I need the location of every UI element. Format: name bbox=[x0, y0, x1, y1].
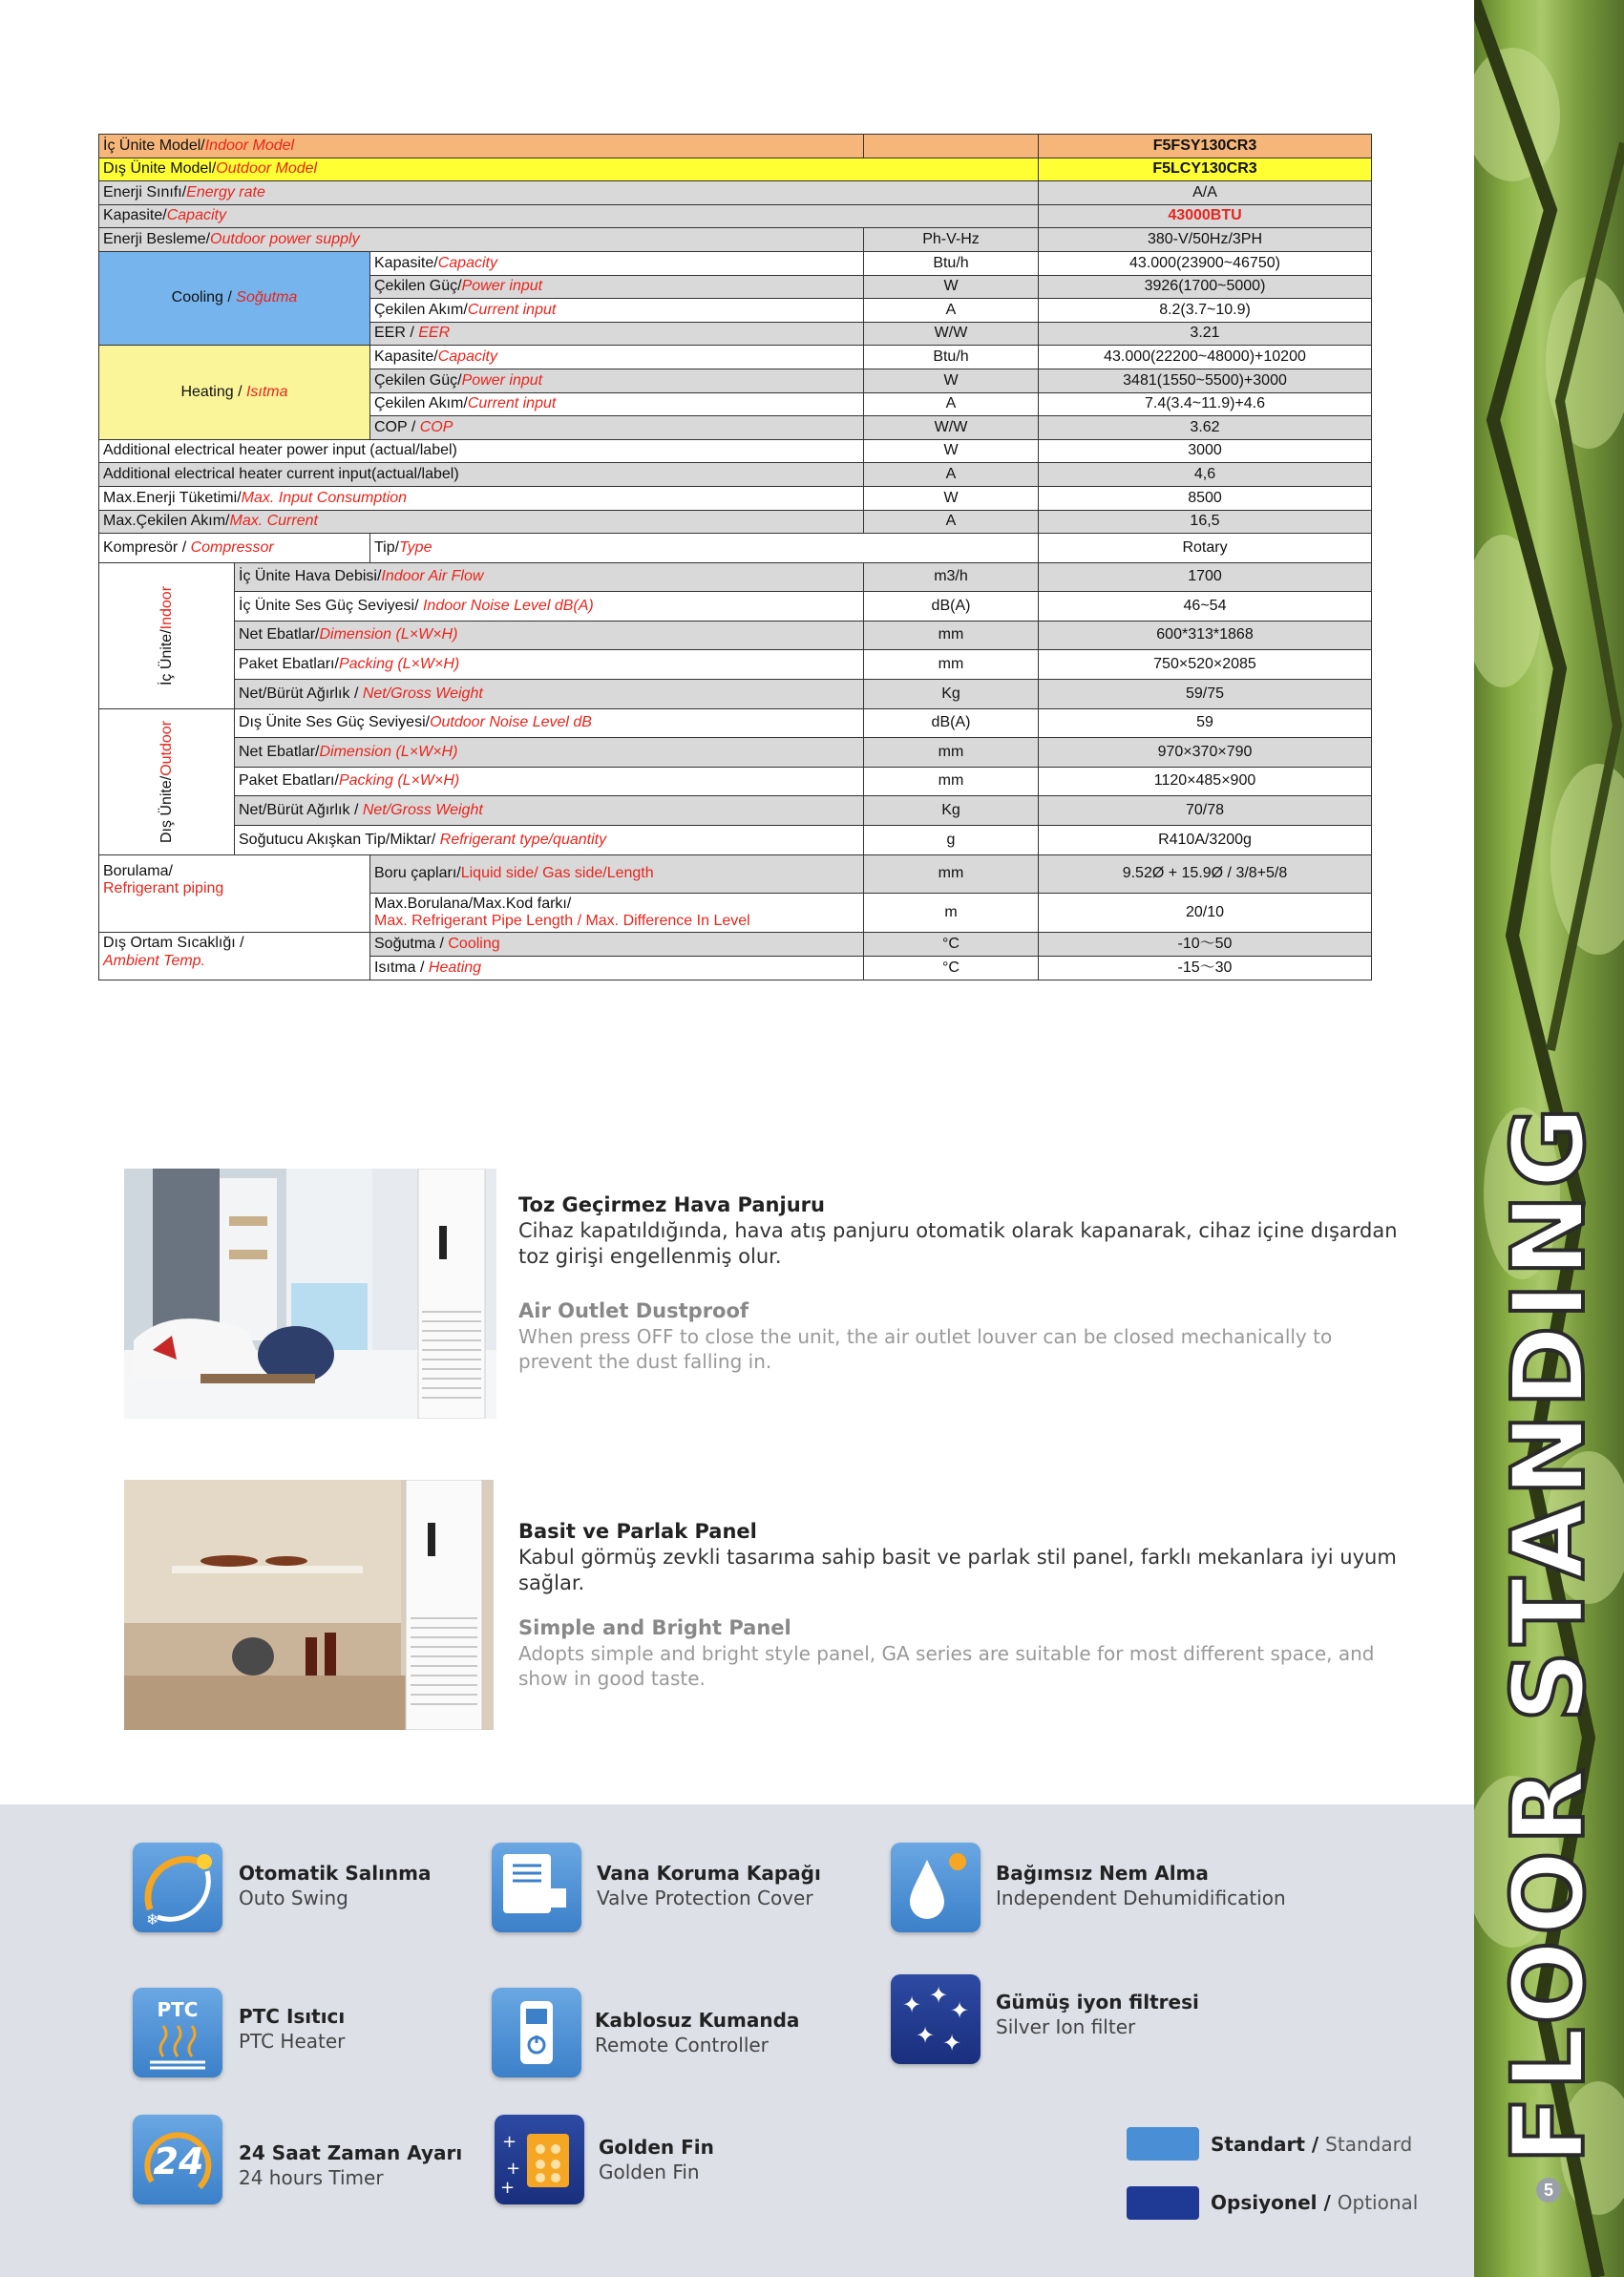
spec-row-indoor-weight: Net/Bürüt Ağırlık / Net/Gross Weight Kg 59/75 bbox=[99, 680, 1372, 709]
page-number: 5 bbox=[1536, 2178, 1561, 2203]
swing-icon bbox=[133, 1843, 222, 1932]
ptc-heater-icon bbox=[133, 1988, 222, 2077]
dehumidify-icon bbox=[891, 1843, 981, 1932]
svg-text:PTC: PTC bbox=[157, 1998, 199, 2021]
svg-text:✦: ✦ bbox=[916, 2022, 936, 2049]
svg-text:✦: ✦ bbox=[929, 1982, 949, 2009]
interior-shelf-photo bbox=[124, 1480, 494, 1730]
legend-standard-swatch bbox=[1127, 2127, 1199, 2161]
page-title: FLOOR STANDING bbox=[1490, 1101, 1607, 2164]
feature-description-en: When press OFF to close the unit, the air outlet louver can be closed mechanically to prevent the dust falling in. bbox=[518, 1324, 1333, 1373]
svg-text:+: + bbox=[500, 2178, 516, 2198]
feature-golden-fin: Golden Fin Golden Fin bbox=[599, 2136, 714, 2183]
spec-row-heating-cop: COP / COP W/W 3.62 bbox=[99, 416, 1372, 440]
spec-row-indoor-model: İç Ünite Model/Indoor Model F5FSY130CR3 bbox=[99, 135, 1372, 158]
feature-description: Cihaz kapatıldığında, hava atış panjuru otomatik olarak kapanarak, cihaz içine dışardan toz girişi engellenmiş olur. bbox=[518, 1219, 1398, 1269]
feature-remote-controller: Kablosuz Kumanda Remote Controller bbox=[595, 2009, 800, 2056]
spec-row-cooling-eer: EER / EER W/W 3.21 bbox=[99, 322, 1372, 346]
valve-cover-icon bbox=[492, 1843, 581, 1932]
spec-row-indoor-noise: İç Ünite Ses Güç Seviyesi/ Indoor Noise Level dB(A) dB(A) 46~54 bbox=[99, 592, 1372, 622]
feature-title: Toz Geçirmez Hava Panjuru bbox=[518, 1193, 825, 1216]
silver-ion-icon bbox=[891, 1974, 981, 2064]
spec-row-cooling-current: Çekilen Akım/Current input A 8.2(3.7~10.9) bbox=[99, 299, 1372, 323]
spec-row-refrigerant: Soğutucu Akışkan Tip/Miktar/ Refrigerant type/quantity g R410A/3200g bbox=[99, 826, 1372, 855]
spec-row-max-consumption: Max.Enerji Tüketimi/Max. Input Consumption W 8500 bbox=[99, 486, 1372, 510]
spec-table bbox=[98, 134, 1372, 980]
spec-row-piping-size: Borulama/ Refrigerant piping Boru çapları/Liquid side/ Gas side/Length mm 9.52Ø + 15.9Ø / 3/8+5/8 bbox=[99, 854, 1372, 893]
feature-valve-cover: Vana Koruma Kapağı Valve Protection Cover bbox=[597, 1862, 821, 1909]
spec-row-heating-current: Çekilen Akım/Current input A 7.4(3.4~11.9)+4.6 bbox=[99, 392, 1372, 416]
feature-24h-timer: 24 Saat Zaman Ayarı 24 hours Timer bbox=[239, 2141, 463, 2189]
spec-row-heater-current: Additional electrical heater current input(actual/label) A 4,6 bbox=[99, 463, 1372, 487]
spec-row-outdoor-weight: Net/Bürüt Ağırlık / Net/Gross Weight Kg 70/78 bbox=[99, 796, 1372, 826]
spec-row-ambient-cooling: Dış Ortam Sıcaklığı / Ambient Temp. Soğutma / Cooling °C -10～50 bbox=[99, 933, 1372, 957]
feature-title: Basit ve Parlak Panel bbox=[518, 1520, 757, 1543]
spec-row-max-current: Max.Çekilen Akım/Max. Current A 16,5 bbox=[99, 510, 1372, 534]
spec-row-capacity: Kapasite/Capacity 43000BTU bbox=[99, 204, 1372, 228]
spec-row-compressor: Kompresör / Compressor Tip/Type Rotary bbox=[99, 534, 1372, 563]
feature-ptc-heater: PTC Isıtıcı PTC Heater bbox=[239, 2005, 346, 2053]
legend-standard: Standart / Standard bbox=[1211, 2133, 1413, 2156]
spec-row-heating-capacity: Heating / Isıtma Kapasite/Capacity Btu/h 43.000(22200~48000)+10200 bbox=[99, 346, 1372, 369]
feature-description: Kabul görmüş zevkli tasarıma sahip basit ve parlak stil panel, farklı mekanlara iyi uyum sağlar. bbox=[518, 1546, 1397, 1595]
svg-text:✦: ✦ bbox=[942, 2030, 962, 2056]
legend-optional-swatch bbox=[1127, 2186, 1199, 2220]
svg-text:❄: ❄ bbox=[146, 1910, 159, 1929]
indoor-side-label: İç Ünite/Indoor bbox=[99, 562, 235, 708]
feature-dustproof bbox=[518, 1193, 1406, 1374]
spec-row-indoor-dimension: Net Ebatlar/Dimension (L×W×H) mm 600*313*1868 bbox=[99, 621, 1372, 650]
feature-title-en: Air Outlet Dustproof bbox=[518, 1298, 749, 1322]
svg-text:+: + bbox=[506, 2159, 521, 2179]
outdoor-model-value: F5LCY130CR3 bbox=[1039, 158, 1372, 181]
living-room-photo bbox=[124, 1169, 496, 1419]
svg-text:24: 24 bbox=[153, 2140, 204, 2182]
spec-row-heater-power: Additional electrical heater power input (actual/label) W 3000 bbox=[99, 439, 1372, 463]
spec-row-cooling-power: Çekilen Güç/Power input W 3926(1700~5000) bbox=[99, 275, 1372, 299]
legend-optional: Opsiyonel / Optional bbox=[1211, 2191, 1419, 2214]
spec-row-power-supply: Enerji Besleme/Outdoor power supply Ph-V-Hz 380-V/50Hz/3PH bbox=[99, 228, 1372, 252]
svg-text:+: + bbox=[502, 2132, 517, 2152]
ambient-label: Dış Ortam Sıcaklığı / Ambient Temp. bbox=[99, 933, 370, 980]
capacity-value: 43000BTU bbox=[1039, 204, 1372, 228]
spec-row-energy-rate: Enerji Sınıfı/Energy rate A/A bbox=[99, 181, 1372, 205]
feature-silver-ion: Gümüş iyon filtresi Silver Ion filter bbox=[996, 1991, 1199, 2038]
feature-title-en: Simple and Bright Panel bbox=[518, 1615, 791, 1639]
outdoor-side-label: Dış Ünite/Outdoor bbox=[99, 708, 235, 854]
spec-row-outdoor-packing: Paket Ebatları/Packing (L×W×H) mm 1120×485×900 bbox=[99, 767, 1372, 796]
spec-row-outdoor-noise: Dış Ünite/Outdoor Dış Ünite Ses Güç Seviyesi/Outdoor Noise Level dB dB(A) 59 bbox=[99, 708, 1372, 738]
cooling-section-label: Cooling / Soğutma bbox=[99, 251, 370, 345]
svg-text:✦: ✦ bbox=[950, 1997, 970, 2024]
spec-row-outdoor-dimension: Net Ebatlar/Dimension (L×W×H) mm 970×370×790 bbox=[99, 738, 1372, 768]
spec-row-ambient-heating: Isıtma / Heating °C -15～30 bbox=[99, 957, 1372, 980]
spec-row-indoor-packing: Paket Ebatları/Packing (L×W×H) mm 750×520×2085 bbox=[99, 650, 1372, 680]
feature-description-en: Adopts simple and bright style panel, GA series are suitable for most different space, and show in good taste. bbox=[518, 1641, 1375, 1690]
feature-dehumidification: Bağımsız Nem Alma Independent Dehumidification bbox=[996, 1862, 1286, 1909]
feature-auto-swing: Otomatik Salınma Outo Swing bbox=[239, 1862, 432, 1909]
spec-row-piping-length: Max.Borulana/Max.Kod farkı/ Max. Refrigerant Pipe Length / Max. Difference In Level m 20/10 bbox=[99, 893, 1372, 933]
spec-row-heating-power: Çekilen Güç/Power input W 3481(1550~5500)+3000 bbox=[99, 369, 1372, 392]
timer-24-icon bbox=[133, 2115, 222, 2204]
indoor-model-value: F5FSY130CR3 bbox=[1039, 135, 1372, 158]
spec-row-indoor-airflow: İç Ünite/Indoor İç Ünite Hava Debisi/Indoor Air Flow m3/h 1700 bbox=[99, 562, 1372, 592]
svg-text:✦: ✦ bbox=[902, 1992, 922, 2018]
spec-row-outdoor-model: Dış Ünite Model/Outdoor Model F5LCY130CR3 bbox=[99, 158, 1372, 181]
feature-bright-panel bbox=[518, 1520, 1416, 1691]
piping-label: Borulama/ Refrigerant piping bbox=[99, 854, 370, 933]
spec-row-cooling-capacity: Cooling / Soğutma Kapasite/Capacity Btu/h 43.000(23900~46750) bbox=[99, 251, 1372, 275]
golden-fin-icon bbox=[495, 2115, 584, 2204]
heating-section-label: Heating / Isıtma bbox=[99, 346, 370, 439]
remote-icon bbox=[492, 1988, 581, 2077]
